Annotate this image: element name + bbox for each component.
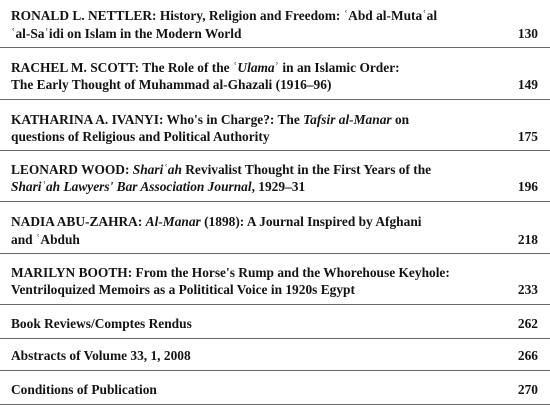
entry-author: NADIA ABU-ZAHRA: [11, 214, 143, 229]
divider [0, 201, 550, 202]
entry-page-number: 175 [517, 129, 538, 144]
entry-author: RACHEL M. SCOTT: [11, 60, 140, 75]
entry-title-line-2: and ʿAbduh [11, 232, 80, 247]
divider [0, 253, 550, 254]
divider [0, 304, 550, 305]
entry-title-line-1: Book Reviews/Comptes Rendus [11, 316, 192, 331]
entry-title-line-1: NADIA ABU-ZAHRA: Al-Manar (1898): A Journal Inspired by Afghani [11, 214, 422, 229]
entry-title-line-1: Abstracts of Volume 33, 1, 2008 [11, 348, 191, 363]
entry-author: MARILYN BOOTH: [11, 265, 133, 280]
entry-title-line-2: Ventriloquized Memoirs as a Polititical Voice in 1920s Egypt [11, 282, 355, 297]
entry-title: History, Religion and Freedom: ʿAbd al-Mutaʿal [159, 8, 438, 23]
entry-title-line-2: questions of Religious and Political Authority [11, 129, 270, 144]
entry-title-line-2: Shariʿah Lawyers' Bar Association Journal, 1929–31 [11, 179, 306, 194]
entry-page-number: 270 [517, 382, 538, 397]
entry-page-number: 196 [517, 179, 538, 194]
entry-page-number: 266 [517, 348, 538, 363]
entry-author: LEONARD WOOD: [11, 162, 130, 177]
divider [0, 99, 550, 100]
entry-author: RONALD L. NETTLER: [11, 8, 157, 23]
divider [0, 338, 550, 339]
divider [0, 404, 550, 405]
entry-title-line-1: LEONARD WOOD: Shariʿah Revivalist Thought in the First Years of the [11, 162, 432, 177]
entry-title-line-1: KATHARINA A. IVANYI: Who's in Charge?: The Tafsir al-Manar on [11, 112, 410, 127]
entry-title-line-1 [11, 7, 437, 24]
entry-page-number: 262 [517, 316, 538, 331]
entry-title-line-2: The Early Thought of Muhammad al-Ghazali (1916–96) [11, 77, 332, 92]
entry-title-line-2: ʿal-Saʿidi on Islam in the Modern World [11, 26, 242, 41]
entry-page-number: 233 [517, 282, 538, 297]
entry-page-number: 130 [517, 26, 538, 41]
entry-title-line-1: MARILYN BOOTH: From the Horse's Rump and the Whorehouse Keyhole: [11, 265, 450, 280]
divider [0, 150, 550, 151]
entry-page-number: 218 [517, 232, 538, 247]
divider [0, 370, 550, 371]
divider [0, 47, 550, 48]
entry-page-number: 149 [517, 77, 538, 92]
entry-author: KATHARINA A. IVANYI: [11, 112, 164, 127]
entry-title-line-1: RACHEL M. SCOTT: The Role of the ʿUlamaʾ in an Islamic Order: [11, 60, 400, 75]
entry-title-line-1: Conditions of Publication [11, 382, 157, 397]
